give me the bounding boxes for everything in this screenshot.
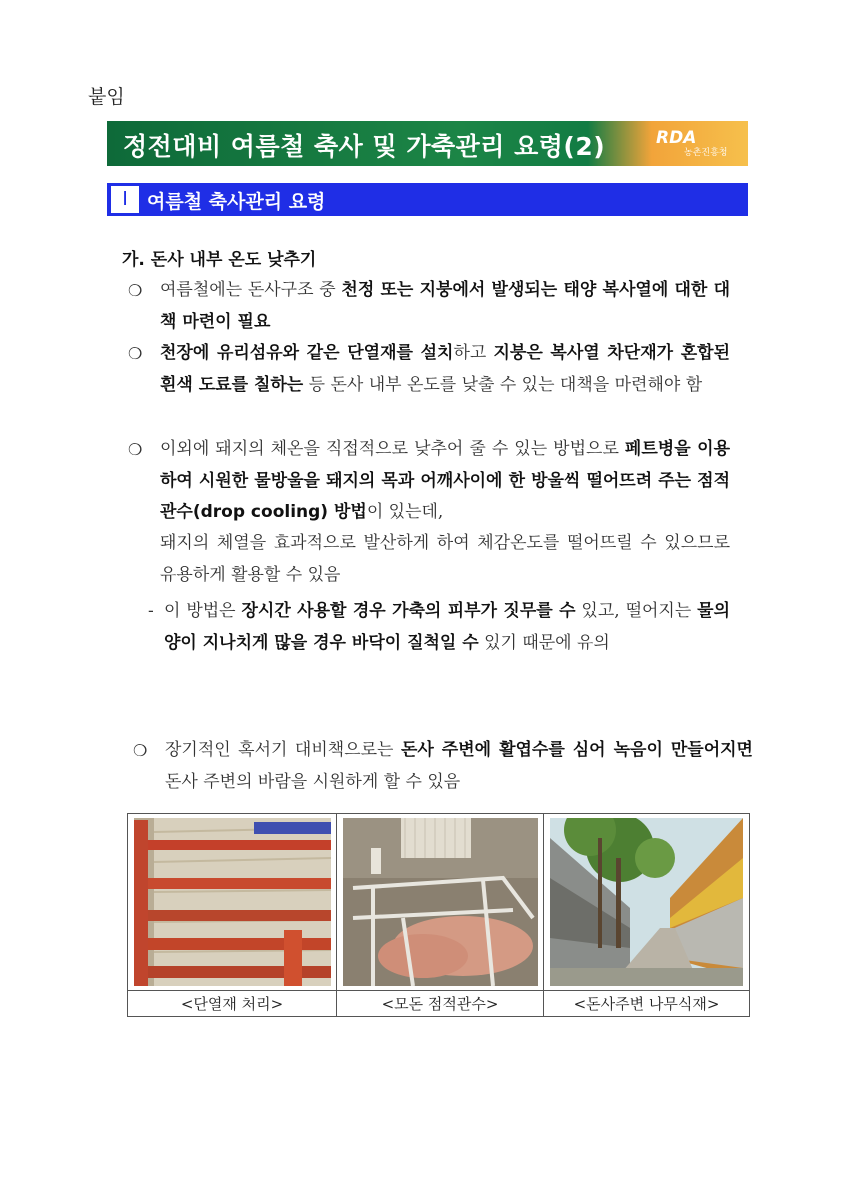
plain-text: 여름철에는 돈사구조 중 [160,280,342,300]
bold-text: 페트병을 이용하여 시원한 물방울을 돼지의 목과 어깨사이에 한 방울씩 떨어뜨려 주는 점적관수(drop cooling) 방법 [160,439,731,522]
bold-text: 천정 또는 지붕에서 발생되는 태양 복사열에 대한 대책 마련이 필요 [160,280,730,332]
plain-text: 이 있는데, [366,502,444,522]
plain-text: 하고 [453,343,494,363]
insulation-photo-icon [134,818,331,986]
tree-planting-photo-icon [550,818,743,986]
bullet-icon: ❍ [128,281,143,300]
bold-text: 장시간 사용할 경우 가축의 피부가 짓무를 수 [241,601,576,621]
bullet-icon: ❍ [128,440,143,459]
dash-text [164,596,730,659]
plain-text: 장기적인 혹서기 대비책으로는 [165,740,401,760]
section-number: Ⅰ [111,186,139,213]
bullet-text [160,338,730,401]
drop-cooling-photo-icon [343,818,538,986]
dash-item [148,596,730,696]
bullet-item [128,275,730,341]
plain-text: 이 방법은 [164,601,242,621]
rda-logo-name: 농촌진흥청 [684,148,728,158]
subsection-heading: 가. 돈사 내부 온도 낮추기 [122,250,317,270]
section-title: 여름철 축사관리 요령 [147,191,326,213]
bullet-item [133,735,753,801]
bold-text: 돈사 주변에 활엽수를 심어 녹음이 만들어지면 [400,740,753,760]
photo-caption: <돈사주변 나무식재> [573,995,720,1013]
dash-icon: - [148,601,154,621]
bullet-icon: ❍ [128,344,143,363]
attachment-label: 붙임 [88,86,125,108]
photo-cell [544,814,749,990]
bold-text: 지붕은 복사열 차단재가 혼합된 흰색 도료를 칠하는 [160,343,730,395]
photo-cell [128,814,337,990]
bold-text: 천장에 유리섬유와 같은 단열재를 설치 [160,343,454,363]
bullet-icon: ❍ [133,741,148,760]
banner-title: 정전대비 여름철 축사 및 가축관리 요령(2) [123,132,606,161]
bullet-text-continued: 돼지의 체열을 효과적으로 발산하게 하여 체감온도를 떨어뜨릴 수 있으므로 유용하게 활용할 수 있음 [160,533,730,585]
bullet-item [128,434,730,594]
rda-logo [650,125,742,162]
photo-caption: <모돈 점적관수> [337,991,544,1017]
bullet-text [160,275,730,338]
plain-text: 있기 때문에 유의 [478,632,610,653]
caption-row [128,990,749,1017]
bullet-item [128,338,730,438]
plain-text: 돈사 주변의 바람을 시원하게 할 수 있음 [165,771,461,792]
section-header [107,183,748,216]
photo-cell [337,814,544,990]
bullet-text [165,735,753,798]
photo-caption: <단열재 처리> [128,991,337,1017]
title-banner [107,121,748,166]
plain-text: 이외에 돼지의 체온을 직접적으로 낮추어 줄 수 있는 방법으로 [160,439,625,459]
bold-text: 물의 양이 지나치게 많을 경우 바닥이 질척일 수 [164,601,731,653]
bullet-text [160,434,730,529]
photo-table [127,813,750,1017]
plain-text: 등 돈사 내부 온도를 낮출 수 있는 대책을 마련해야 함 [303,374,703,395]
rda-logo-mark: RDA [656,128,697,148]
plain-text: 있고, 떨어지는 [575,601,698,621]
